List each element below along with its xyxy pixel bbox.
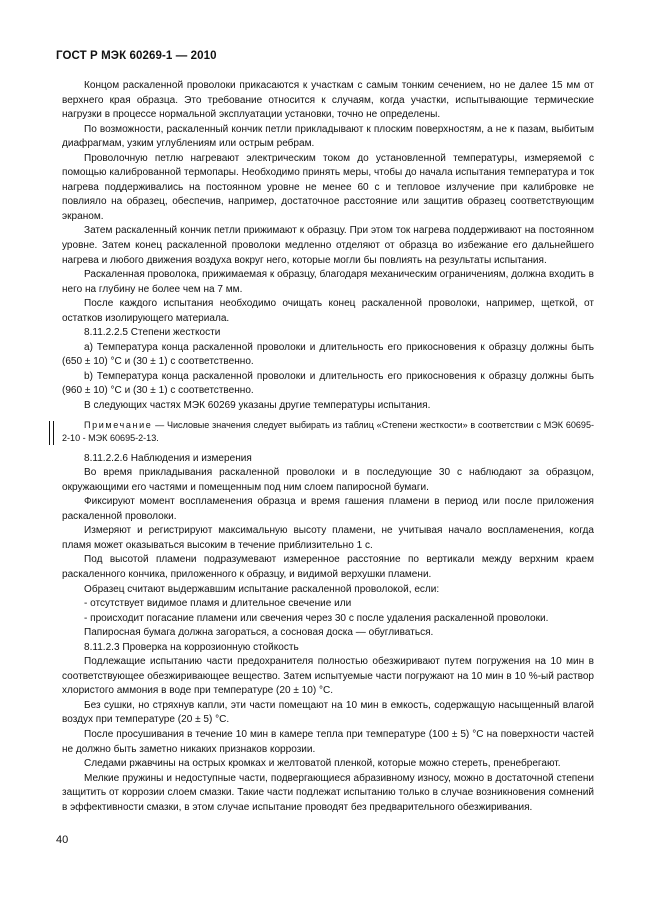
paragraph: После каждого испытания необходимо очищать конец раскаленной проволоки, например, щеткой, от остатков изолирующего материала. (62, 298, 594, 324)
paragraph: Без сушки, но стряхнув капли, эти части помещают на 10 мин в емкость, содержащую насыщенный влагой воздух при температуре (20 ± 5) °С. (62, 699, 594, 726)
paragraph: В следующих частях МЭК 60269 указаны другие температуры испытания. (84, 400, 431, 412)
paragraph: Образец считают выдержавшим испытание раскаленной проволокой, если: (84, 583, 440, 595)
paragraph: Во время прикладывания раскаленной проволоки и в последующие 30 с наблюдают за образцом, окружающими его частями и помещенным под ним слоем папиросной бумаги. (62, 467, 594, 493)
dash-item: - отсутствует видимое пламя и длительное свечение или (84, 598, 352, 610)
dash-item: - происходит погасание пламени или свечения через 30 с после удаления раскаленной проволоки. (84, 612, 549, 624)
document-header: ГОСТ Р МЭК 60269-1 — 2010 (56, 50, 217, 62)
paragraph: Измеряют и регистрируют максимальную высоту пламени, не учитывая начало воспламенения, когда пламя может оказываться высоким в течение приблизительно 1 с. (62, 525, 594, 551)
note-text: — Числовые значения следует выбирать из таблиц «Степени жесткости» в соответствии с МЭК 60695-2-10 - МЭК 60695-2-13. (62, 419, 594, 443)
paragraph: Раскаленная проволока, прижимаемая к образцу, благодаря механическим ограничениям, должна входить в него на глубину не более чем на 7 мм. (62, 269, 594, 295)
page-number: 40 (56, 834, 69, 846)
paragraph: Затем раскаленный кончик петли прижимают к образцу. При этом ток нагрева поддерживают на постоянном уровне. Затем конец раскаленной проволоки медленно отделяют от образца во избежание его дальнейшего нагрева и любого движения воздуха вокруг него, которые могли бы повлиять на результаты испытания. (62, 225, 594, 266)
section-heading: 8.11.2.2.6 Наблюдения и измерения (84, 452, 252, 464)
paragraph: Папиросная бумага должна загораться, а сосновая доска — обугливаться. (84, 627, 434, 639)
paragraph: По возможности, раскаленный кончик петли прикладывают к плоским поверхностям, а не к пазам, выбитым диафрагмам, узким углублениям или острым ребрам. (62, 123, 594, 150)
change-bar-icon (49, 421, 54, 445)
document-body (62, 79, 594, 815)
paragraph: Мелкие пружины и недоступные части, подвергающиеся абразивному износу, можно в достаточной степени защитить от коррозии слоем смазки. Такие части подлежат испытанию только в случае возникновения сомнений в эффективности смазки, в этом случае испытание проводят без предварительного обезжиривания. (62, 772, 594, 813)
paragraph: Следами ржавчины на острых кромках и желтоватой пленкой, которые можно стереть, пренебрегают. (84, 758, 561, 770)
paragraph: Подлежащие испытанию части предохранителя полностью обезжиривают путем погружения на 10 мин в соответствующее обезжиривающее вещество. Затем испытуемые части погружают на 10 мин в 10 %-ый раствор хлористого аммония в воде при температуре (20 ± 10) °С. (62, 656, 594, 697)
section-heading: 8.11.2.2.5 Степени жесткости (84, 327, 221, 339)
note-label: Примечание (84, 419, 153, 430)
paragraph: Проволочную петлю нагревают электрическим током до установленной температуры, измеряемой с помощью калиброванной термопары. Необходимо принять меры, чтобы до начала испытания температура и ток нагрева поддерживались на постоянном уровне не менее 60 с и тепловое излучение при калибровке не повлияло на образец, обеспечив, например, достаточное расстояние или защитив образец соответствующим экраном. (62, 152, 594, 222)
paragraph: Под высотой пламени подразумевают измеренное расстояние по вертикали между верхним краем раскаленного кончика, приложенного к образцу, и видимой верхушки пламени. (62, 554, 594, 580)
paragraph: После просушивания в течение 10 мин в камере тепла при температуре (100 ± 5) °С на поверхности частей не должно быть заметно никаких признаков коррозии. (62, 728, 594, 755)
note (62, 419, 594, 445)
list-item-b: b) Температура конца раскаленной проволоки и длительность его прикосновения к образцу должны быть (960 ± 10) °С и (30 ± 1) с соответственно. (62, 370, 594, 397)
paragraph: Фиксируют момент воспламенения образца и время гашения пламени в период или после приложения раскаленной проволоки. (62, 496, 594, 522)
paragraph: Концом раскаленной проволоки прикасаются к участкам с самым тонким сечением, но не далее 15 мм от верхнего края образца. Это требование относится к случаям, когда участки, испытывающие термические нагрузки в процессе нормальной эксплуатации установки, точно не определены. (62, 80, 594, 121)
section-heading: 8.11.2.3 Проверка на коррозионную стойкость (84, 641, 299, 653)
list-item-a: а) Температура конца раскаленной проволоки и длительность его прикосновения к образцу должны быть (650 ± 10) °С и (30 ± 1) с соответственно. (62, 341, 594, 368)
